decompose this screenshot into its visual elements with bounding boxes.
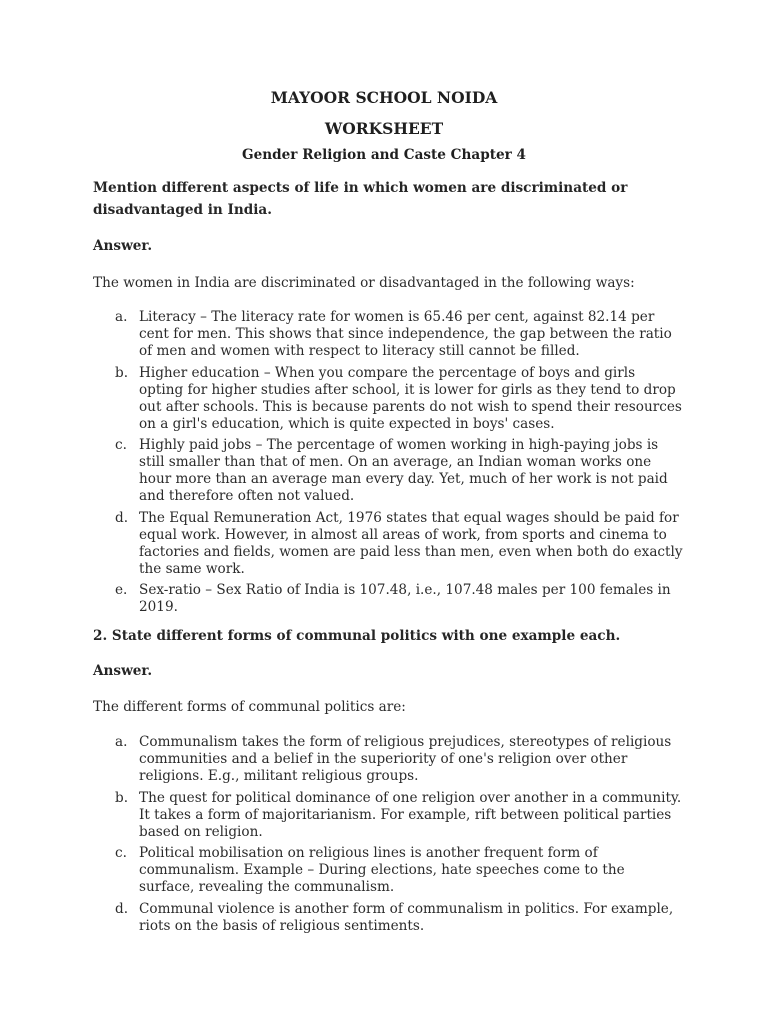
school-name: MAYOOR SCHOOL NOIDA <box>270 88 498 107</box>
question-1: Mention different aspects of life in which women are discriminated or disadvantaged in India. <box>93 180 628 218</box>
list-item-text: Higher education – When you compare the percentage of boys and girls opting for higher studies after school, it is lower for girls as they tend to drop out after schools. This is because parents do not wish to spend their resources on a girl's education, which is quite expected in boys' cases. <box>139 364 682 432</box>
list-item <box>93 845 683 896</box>
answer-intro-2: The different forms of communal politics are: <box>93 699 406 715</box>
list-item-text: The Equal Remuneration Act, 1976 states that equal wages should be paid for equal work. However, in almost all areas of work, from sports and cinema to factories and fields, women are paid less than men, even when both do exactly the same work. <box>139 509 683 577</box>
list-marker: b. <box>115 789 129 806</box>
list-item <box>93 790 683 841</box>
answer-list-1 <box>93 309 683 621</box>
question-2: 2. State different forms of communal politics with one example each. <box>93 628 621 644</box>
list-item <box>93 437 683 505</box>
list-item-text: Literacy – The literacy rate for women is 65.46 per cent, against 82.14 per cent for men. This shows that since independence, the gap between the ratio of men and women with respect to literacy still cannot be filled. <box>139 309 672 359</box>
chapter-title: Gender Religion and Caste Chapter 4 <box>242 147 526 163</box>
list-item-text: Sex-ratio – Sex Ratio of India is 107.48, i.e., 107.48 males per 100 females in 2019. <box>139 582 671 615</box>
list-item <box>93 734 683 785</box>
list-item-text: Communalism takes the form of religious prejudices, stereotypes of religious communities and a belief in the superiority of one's religion over other religions. E.g., militant religious groups. <box>139 734 672 784</box>
list-item <box>93 309 683 360</box>
list-marker: d. <box>115 900 129 917</box>
list-item <box>93 365 683 433</box>
list-marker: a. <box>115 309 128 325</box>
list-marker: e. <box>115 582 128 598</box>
list-item <box>93 582 683 616</box>
list-marker: a. <box>115 734 128 750</box>
answer-list-2 <box>93 734 683 939</box>
list-item-text: Communal violence is another form of communalism in politics. For example, riots on the basis of religious sentiments. <box>139 900 674 934</box>
answer-label-2: Answer. <box>93 663 153 679</box>
answer-intro-1: The women in India are discriminated or disadvantaged in the following ways: <box>93 275 635 291</box>
list-item-text: The quest for political dominance of one religion over another in a community. It takes a form of majoritarianism. For example, rift between political parties based on religion. <box>139 789 682 840</box>
worksheet-title: WORKSHEET <box>324 119 444 138</box>
list-item <box>93 510 683 578</box>
list-item <box>93 901 683 935</box>
list-marker: b. <box>115 364 129 381</box>
list-item-text: Political mobilisation on religious lines is another frequent form of communalism. Example – During elections, hate speeches come to the surface, revealing the communalism. <box>139 845 625 895</box>
answer-label-1: Answer. <box>93 238 153 254</box>
list-item-text: Highly paid jobs – The percentage of women working in high-paying jobs is still smaller than that of men. On an average, an Indian woman works one hour more than an average man every day. Yet, much of her work is not paid and therefore often not valued. <box>139 437 668 504</box>
list-marker: c. <box>115 437 127 453</box>
list-marker: d. <box>115 509 129 526</box>
list-marker: c. <box>115 845 127 861</box>
